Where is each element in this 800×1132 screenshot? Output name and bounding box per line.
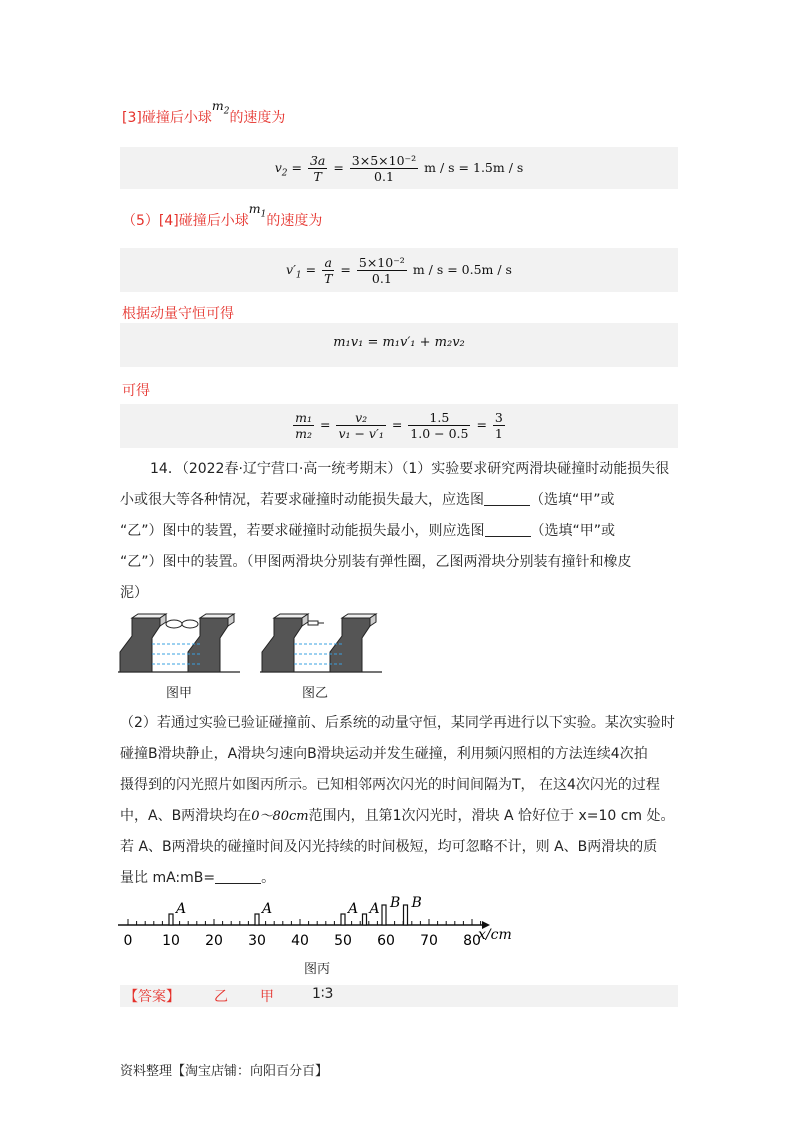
p2-line5: 若 A、B两滑块的碰撞时间及闪光持续的时间极短，均可忽略不计，则 A、B两滑块的质 <box>120 839 658 855</box>
axis-tick-label: 70 <box>420 933 438 949</box>
q14-line2: 小或很大等各种情况，若要求碰撞时动能损失最大，应选图 （选填“甲”或 <box>120 492 615 508</box>
slider-b-label: B <box>390 895 401 911</box>
axis-tick-label: 0 <box>123 933 133 949</box>
slider-a-marker <box>363 914 367 925</box>
axis-tick-label: 10 <box>162 933 180 949</box>
figure-yi-label: 图乙 <box>302 686 329 701</box>
equation-v2-box <box>120 147 678 189</box>
figure-jia-illustration <box>118 612 240 678</box>
blank-1[interactable] <box>484 491 530 506</box>
q14-line3: “乙”）图中的装置，若要求碰撞时动能损失最小，则应选图 （选填“甲”或 <box>120 523 616 539</box>
slider-a-marker <box>169 914 173 925</box>
part3-heading: [3]碰撞后小球$m_2$的速度为 <box>122 98 286 126</box>
axis-tick-label: 80 <box>463 933 481 949</box>
axis-unit-label: x/cm <box>478 927 512 943</box>
answer-tag: 【答案】 <box>124 989 180 1005</box>
momentum-text: 根据动量守恒可得 <box>122 306 234 322</box>
slider-a-label: A <box>348 901 359 917</box>
figure-bing-label: 图丙 <box>304 962 331 977</box>
footer-text: 资料整理【淘宝店铺：向阳百分百】 <box>120 1064 329 1079</box>
p2-line4: 中，A、B两滑块均在0～80cm范围内，且第1次闪光时，滑块 A 恰好位于 x=10 cm 处。 <box>120 808 675 824</box>
answer-1: 乙 <box>214 989 228 1005</box>
q14-line5: 泥） <box>120 585 148 601</box>
figure-jia-label: 图甲 <box>166 686 193 701</box>
slider-a-label: A <box>369 901 380 917</box>
p2-line1: （2）若通过实验已验证碰撞前、后系统的动量守恒，某同学再进行以下实验。某次实验时 <box>120 715 675 731</box>
momentum-equation: m₁v₁ = m₁v′₁ + m₂v₂ <box>333 335 465 350</box>
axis-tick-label: 30 <box>248 933 266 949</box>
figure-yi-illustration <box>260 612 382 678</box>
ratio-equation-box <box>120 404 678 448</box>
slider-a-label: A <box>176 901 187 917</box>
q14-line4: “乙”）图中的装置。（甲图两滑块分别装有弹性圈，乙图两滑块分别装有撞针和橡皮 <box>120 554 632 570</box>
p2-line6: 量比 mA:mB= 。 <box>120 870 276 886</box>
slider-a-marker <box>255 914 259 925</box>
p2-line2: 碰撞B滑块静止，A滑块匀速向B滑块运动并发生碰撞，利用频闪照相的方法连续4次拍 <box>120 746 648 762</box>
slider-left <box>120 614 166 672</box>
momentum-equation-box <box>120 323 678 367</box>
slider-right <box>188 614 234 672</box>
equation-v1prime-box <box>120 248 678 292</box>
axis-tick-label: 20 <box>205 933 223 949</box>
slider-a-label: A <box>262 901 273 917</box>
answer-box <box>120 985 678 1007</box>
part5-heading: （5）[4]碰撞后小球$m_1$的速度为 <box>122 201 323 229</box>
result-text: 可得 <box>122 383 150 399</box>
slider-b-marker <box>404 905 408 925</box>
equation-v2: $v_2$ = $\frac{3a}{T}$ = $\frac{\text{3×5×10⁻²}}{0.1}$ m / s = 1.5m / s <box>274 153 524 184</box>
slider-a-marker <box>341 914 345 925</box>
figure-bing-axis <box>118 895 528 957</box>
slider-b-marker <box>382 905 386 925</box>
axis-tick-label: 60 <box>377 933 395 949</box>
answer-3: 1∶3 <box>312 986 334 1002</box>
p2-line3: 摄得到的闪光照片如图丙所示。已知相邻两次闪光的时间间隔为T， 在这4次闪光的过程 <box>120 777 660 793</box>
answer-2: 甲 <box>260 989 274 1005</box>
ratio-equation: $\frac{\text{m₁}}{\text{m₂}}$ = $\frac{\text{v₂}}{\text{v₁ − v′₁}}$ = $\frac{1.5}{1.0 - 0.5}$ = $\frac{3}{1}$ <box>295 410 503 441</box>
blank-2[interactable] <box>485 522 531 537</box>
axis-tick-label: 50 <box>334 933 352 949</box>
equation-v1prime: $v'_1$ = $\frac{a}{T}$ = $\frac{\text{5×10⁻²}}{0.1}$ m / s = 0.5m / s <box>286 255 512 286</box>
slider-b-label: B <box>411 895 422 911</box>
q14-line1: 14．（2022春·辽宁营口·高一统考期末）（1）实验要求研究两滑块碰撞时动能损失很 <box>150 461 670 477</box>
blank-3[interactable] <box>215 869 261 884</box>
axis-tick-label: 40 <box>291 933 309 949</box>
